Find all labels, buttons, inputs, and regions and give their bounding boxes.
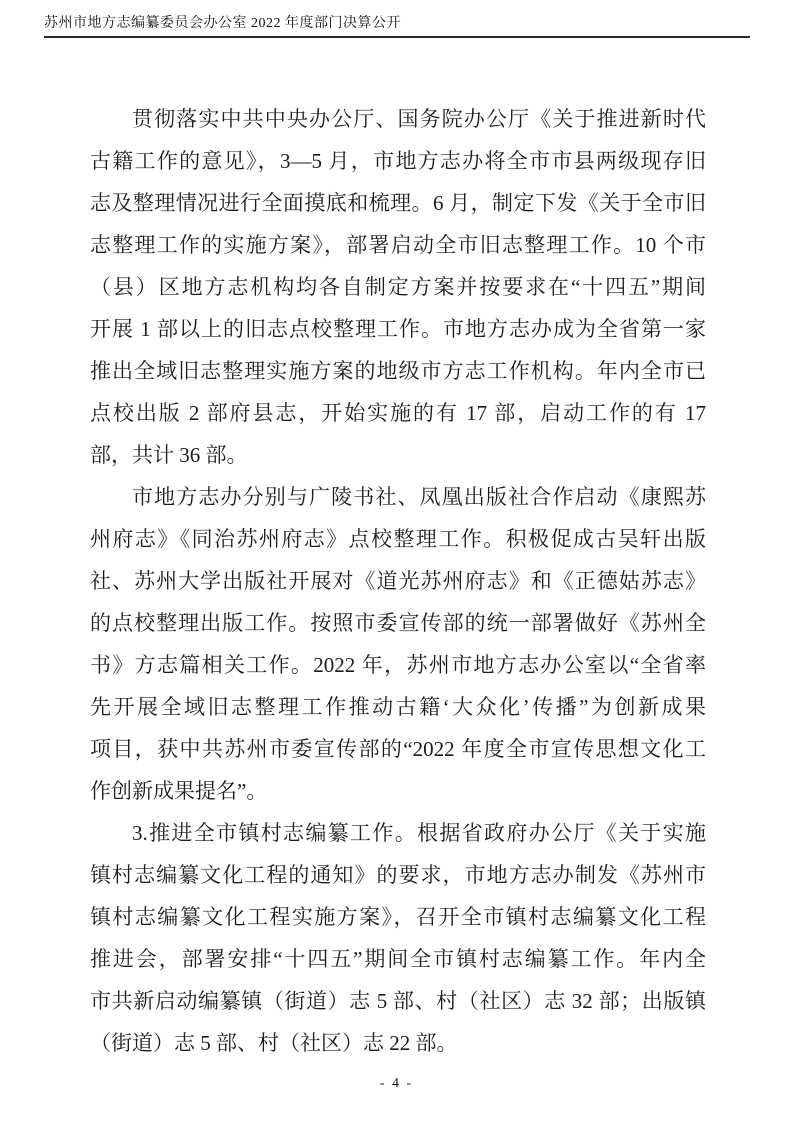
- text-line: 社、苏州大学出版社开展对《道光苏州府志》和《正德姑苏志》: [90, 569, 706, 593]
- text-line: 项目，获中共苏州市委宣传部的“2022 年度全市宣传思想文化工: [90, 737, 706, 761]
- text-line: 开展 1 部以上的旧志点校整理工作。市地方志办成为全省第一家: [90, 317, 706, 341]
- text-line: 推进会，部署安排“十四五”期间全市镇村志编纂工作。年内全: [90, 947, 706, 971]
- text-line: 古籍工作的意见》，3—5 月，市地方志办将全市市县两级现存旧: [90, 149, 706, 173]
- text-line: 书》方志篇相关工作。2022 年，苏州市地方志办公室以“全省率: [90, 653, 706, 677]
- text-line: 作创新成果提名”。: [90, 779, 268, 803]
- page-number: - 4 -: [379, 1076, 414, 1091]
- text-line: 先开展全域旧志整理工作推动古籍‘大众化’传播”为创新成果: [90, 695, 706, 719]
- page-header: [44, 14, 750, 38]
- text-line: 志及整理情况进行全面摸底和梳理。6 月，制定下发《关于全市旧: [90, 191, 706, 215]
- text-line: 州府志》《同治苏州府志》点校整理工作。积极促成古吴轩出版: [90, 527, 706, 551]
- text-line: 镇村志编纂文化工程的通知》的要求，市地方志办制发《苏州市: [90, 863, 706, 887]
- text-line: 3.推进全市镇村志编纂工作。根据省政府办公厅《关于实施: [132, 821, 706, 845]
- text-line: 的点校整理出版工作。按照市委宣传部的统一部署做好《苏州全: [90, 611, 706, 635]
- page-footer: [0, 1076, 793, 1092]
- text-line: 市共新启动编纂镇（街道）志 5 部、村（社区）志 32 部；出版镇: [90, 989, 706, 1013]
- text-line: （街道）志 5 部、村（社区）志 22 部。: [90, 1031, 458, 1055]
- text-line: 市地方志办分别与广陵书社、凤凰出版社合作启动《康熙苏: [132, 485, 706, 509]
- text-line: 贯彻落实中共中央办公厅、国务院办公厅《关于推进新时代: [132, 107, 706, 131]
- document-body: [90, 98, 706, 1064]
- text-line: 推出全域旧志整理实施方案的地级市方志工作机构。年内全市已: [90, 359, 706, 383]
- header-title: 苏州市地方志编纂委员会办公室 2022 年度部门决算公开: [44, 16, 401, 31]
- header-rule: [44, 36, 750, 38]
- text-line: （县）区地方志机构均各自制定方案并按要求在“十四五”期间: [90, 275, 706, 299]
- text-line: 志整理工作的实施方案》，部署启动全市旧志整理工作。10 个市: [90, 233, 706, 257]
- text-line: 部，共计 36 部。: [90, 443, 248, 467]
- text-line: 镇村志编纂文化工程实施方案》，召开全市镇村志编纂文化工程: [90, 905, 706, 929]
- text-line: 点校出版 2 部府县志，开始实施的有 17 部，启动工作的有 17: [90, 401, 706, 425]
